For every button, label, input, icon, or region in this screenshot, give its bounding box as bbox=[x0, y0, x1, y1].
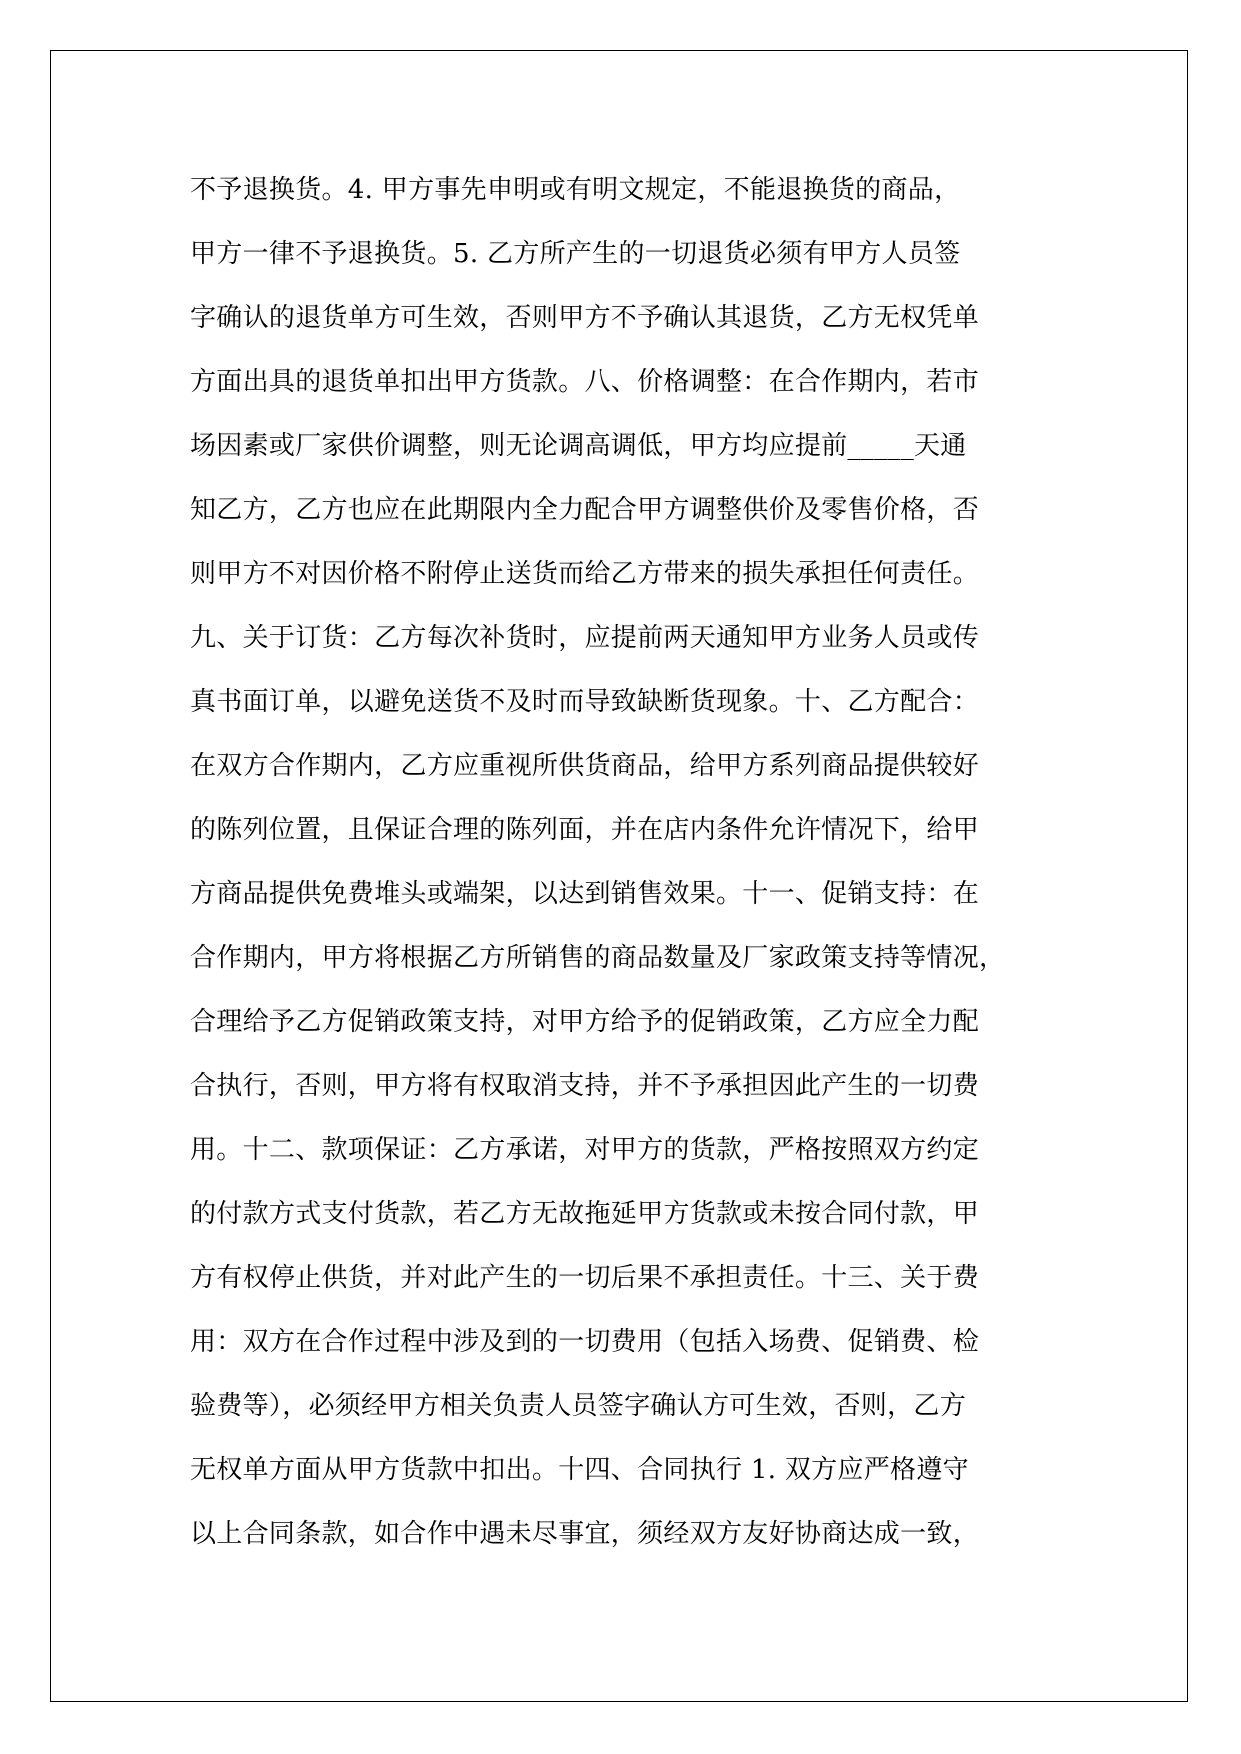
text-line: 验费等），必须经甲方相关负责人员签字确认方可生效，否则，乙方 bbox=[190, 1391, 967, 1421]
text-line: 方商品提供免费堆头或端架，以达到销售效果。十一、促销支持：在 bbox=[190, 879, 980, 909]
text-line: 场因素或厂家供价调整，则无论调高调低，甲方均应提前_____天通 bbox=[190, 431, 967, 461]
text-line: 甲方一律不予退换货。5. 乙方所产生的一切退货必须有甲方人员签 bbox=[190, 239, 961, 269]
text-line: 以上合同条款，如合作中遇未尽事宜，须经双方友好协商达成一致， bbox=[190, 1519, 980, 1549]
text-line: 无权单方面从甲方货款中扣出。十四、合同执行 1. 双方应严格遵守 bbox=[190, 1455, 969, 1485]
text-line: 合作期内，甲方将根据乙方所销售的商品数量及厂家政策支持等情况， bbox=[190, 943, 1006, 973]
text-line: 真书面订单，以避免送货不及时而导致缺断货现象。十、乙方配合： bbox=[190, 687, 980, 717]
text-line: 知乙方，乙方也应在此期限内全力配合甲方调整供价及零售价格，否 bbox=[190, 495, 980, 525]
text-line: 不予退换货。4. 甲方事先申明或有明文规定，不能退换货的商品， bbox=[190, 175, 961, 205]
text-line: 字确认的退货单方可生效，否则甲方不予确认其退货，乙方无权凭单 bbox=[190, 303, 980, 333]
text-line: 九、关于订货：乙方每次补货时，应提前两天通知甲方业务人员或传 bbox=[190, 623, 980, 653]
text-line: 则甲方不对因价格不附停止送货而给乙方带来的损失承担任何责任。 bbox=[190, 559, 980, 589]
contract-text bbox=[190, 158, 1090, 1566]
text-line: 合理给予乙方促销政策支持，对甲方给予的促销政策，乙方应全力配 bbox=[190, 1007, 980, 1037]
text-line: 方有权停止供货，并对此产生的一切后果不承担责任。十三、关于费 bbox=[190, 1263, 980, 1293]
text-line: 方面出具的退货单扣出甲方货款。八、价格调整：在合作期内，若市 bbox=[190, 367, 980, 397]
text-line: 用：双方在合作过程中涉及到的一切费用（包括入场费、促销费、检 bbox=[190, 1327, 980, 1357]
text-line: 在双方合作期内，乙方应重视所供货商品，给甲方系列商品提供较好 bbox=[190, 751, 980, 781]
text-line: 的付款方式支付货款，若乙方无故拖延甲方货款或未按合同付款，甲 bbox=[190, 1199, 980, 1229]
text-line: 的陈列位置，且保证合理的陈列面，并在店内条件允许情况下，给甲 bbox=[190, 815, 980, 845]
text-line: 合执行，否则，甲方将有权取消支持，并不予承担因此产生的一切费 bbox=[190, 1071, 980, 1101]
text-line: 用。十二、款项保证：乙方承诺，对甲方的货款，严格按照双方约定 bbox=[190, 1135, 980, 1165]
